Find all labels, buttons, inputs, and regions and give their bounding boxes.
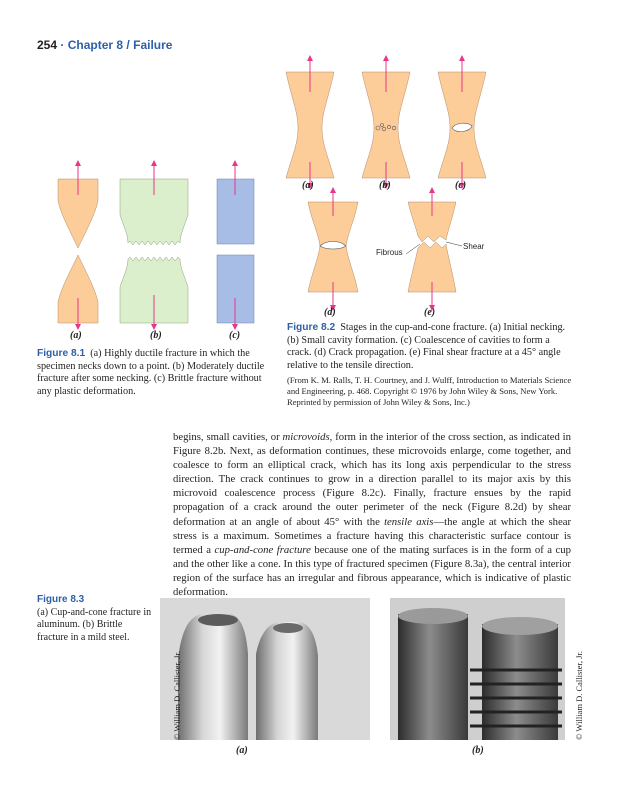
figure-8-3-photo-b <box>390 598 565 740</box>
fig83-label-b: (b) <box>472 745 484 756</box>
fig81-label-b: (b) <box>150 330 162 341</box>
fig81-label-c: (c) <box>229 330 241 341</box>
figure-8-2-caption <box>287 322 575 372</box>
fig81-specimen-a <box>58 163 98 327</box>
fig82-fibrous-label: Fibrous <box>376 248 403 257</box>
fig81-specimen-c <box>217 163 254 327</box>
figure-8-2-diagram <box>280 50 510 320</box>
fig82-specimen-c <box>438 58 486 186</box>
figure-8-3-caption-text: (a) Cup-and-cone fracture in aluminum. (b) Brittle fracture in a mild steel. <box>37 606 152 643</box>
body-text-1: begins, small cavities, or <box>173 431 283 443</box>
fig82-label-a: (a) <box>302 180 314 191</box>
running-header <box>37 38 172 52</box>
fig82-specimen-a <box>286 58 334 186</box>
body-text-4: because one of the mating surfaces is in the form of a cup and the other like a cone. In this type of fractured specimen (Figure 8.3a), the central interior region of the surface has an irregular and fibrous appearance, which is indicative of plastic deformation. <box>173 543 571 599</box>
fig81-label-a: (a) <box>70 330 82 341</box>
body-text-3: —the angle at which the shear stress is a maximum. Sometimes a fracture having this characteristic surface contour is termed a <box>173 515 572 556</box>
figure-8-1-caption <box>37 348 277 398</box>
figure-8-3-caption <box>37 594 155 644</box>
body-text-2: form in the interior of the cross section, as indicated in Figure 8.2b. Next, as deformation continues, these microvoids enlarge, come together, and coalesce to form an elliptical crack, which has its long axis perpendicular to the stress direction. The crack continues to grow in a direction parallel to its major axis by this microvoid coalescence process (Figure 8.2c). Finally, fracture ensues by the rapid propagation of a crack around the outer perimeter of the neck (Figure 8.2d) by shear deformation at an angle of about 45° with the <box>173 431 572 528</box>
fig82-specimen-d <box>308 190 358 308</box>
photo-credit-left: © William D. Callister, Jr. <box>172 651 182 740</box>
page-number: 254 <box>37 38 58 52</box>
fig83-label-a: (a) <box>236 745 248 756</box>
fig82-specimen-e <box>406 190 462 308</box>
figure-8-3-caption-title: Figure 8.3 <box>37 594 85 605</box>
term-microvoids: microvoids, <box>282 431 333 443</box>
fig82-label-d: (d) <box>324 307 336 318</box>
header-slash: / <box>126 38 130 52</box>
figure-8-2-credit: (From K. M. Ralls, T. H. Courtney, and J. Wulff, Introduction to Materials Science and Engineering, p. 468. Copyright © 1976 by John Wiley & Sons, New York. Reprinted by permission of John Wiley & Sons, Inc.) <box>287 375 572 408</box>
fig82-shear-label: Shear <box>463 242 485 251</box>
section-title: Failure <box>133 38 173 52</box>
figure-8-3-photo-a <box>160 598 370 740</box>
fig81-specimen-b <box>120 163 188 327</box>
photo-credit-right: © William D. Callister, Jr. <box>574 651 584 740</box>
fig82-specimen-b <box>362 58 410 186</box>
figure-8-1-diagram <box>45 155 270 330</box>
figure-8-2-caption-text: Stages in the cup-and-cone fracture. (a) Initial necking. (b) Small cavity formation. (c) Coalescence of cavities to form a crack. (d) Crack propagation. (e) Final shear fracture at a 45° angle relative to the tensile direction. <box>287 322 566 371</box>
fig82-label-c: (c) <box>455 180 467 191</box>
term-cup-and-cone: cup-and-cone fracture <box>214 543 311 556</box>
fig82-label-b: (b) <box>379 180 391 191</box>
fig82-label-e: (e) <box>424 307 436 318</box>
body-paragraph <box>173 430 571 599</box>
figure-8-1-caption-text: (a) Highly ductile fracture in which the specimen necks down to a point. (b) Moderately ductile fracture after some necking. (c) Brittle fracture without any plastic deformation. <box>37 348 265 397</box>
header-separator: · <box>60 38 65 52</box>
chapter-title: Chapter 8 <box>67 38 124 52</box>
figure-8-1-caption-title: Figure 8.1 <box>37 348 86 359</box>
term-tensile-axis: tensile axis <box>384 515 434 528</box>
figure-8-2-caption-title: Figure 8.2 <box>287 322 336 333</box>
